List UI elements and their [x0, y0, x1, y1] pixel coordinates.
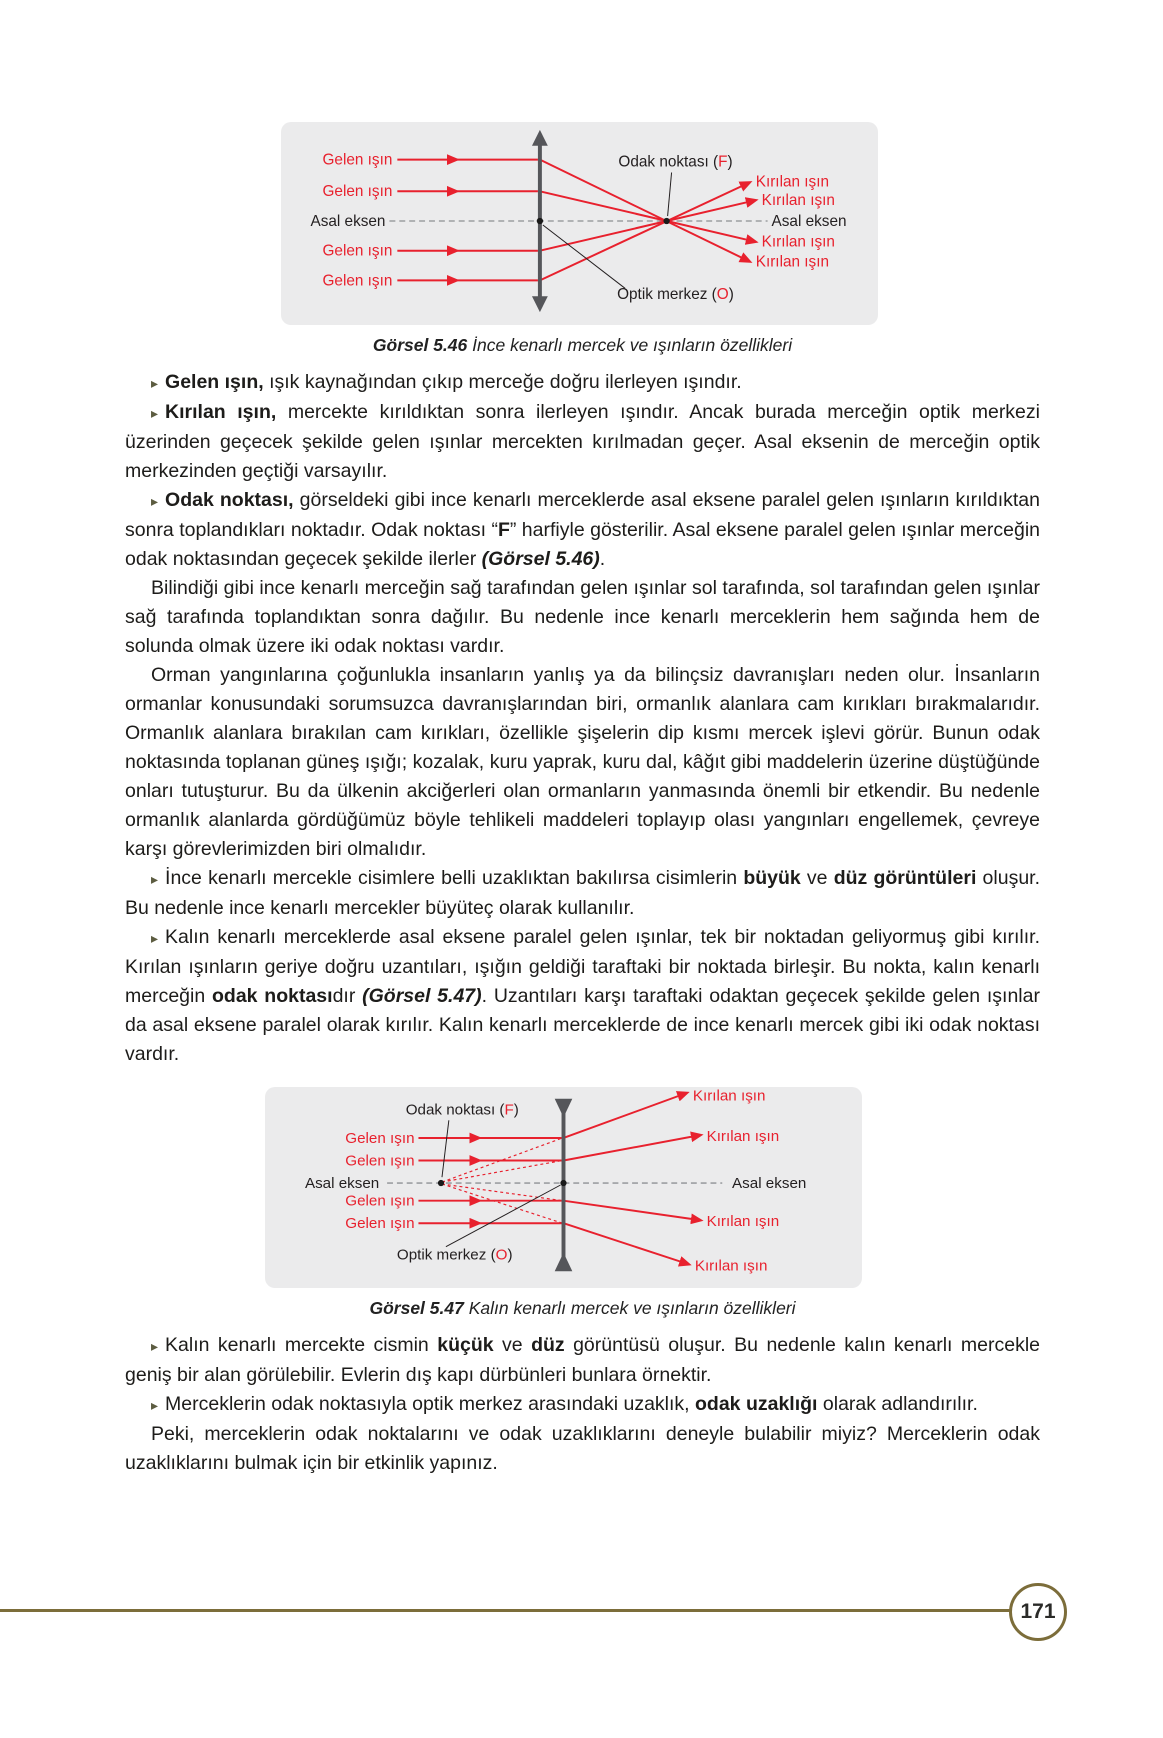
axis-label-right: Asal eksen — [771, 212, 847, 230]
incident-ray-label: Gelen ışın — [345, 1192, 415, 1210]
refracted-ray-label: Kırılan ışın — [761, 192, 835, 210]
paragraph-buyutec — [125, 864, 1040, 923]
bullet-triangle-icon: ▸ — [151, 405, 159, 421]
caption-figure-number: Görsel 5.46 — [372, 335, 468, 355]
optic-center-label: Optik merkez (O) — [617, 286, 734, 304]
axis-label-right: Asal eksen — [732, 1174, 807, 1192]
term-bold: odak noktası — [212, 985, 333, 1007]
refracted-ray-label: Kırılan ışın — [706, 1213, 780, 1231]
figure-reference: (Görsel 5.47) — [362, 985, 482, 1007]
incident-ray-label: Gelen ışın — [345, 1215, 415, 1233]
refracted-ray-label: Kırılan ışın — [755, 173, 829, 191]
body-text: Kalın kenarlı merceklerde asal eksene paralel gelen ışınlar, tek bir noktadan geliyormuş gibi kırılır. Kırılan ışınların geriye doğru uzantıları, ışığın geldiği taraftaki bir noktada birleşir. Bu nokta, kalın kenarlı merceğin — [125, 926, 1040, 1007]
body-text: ” harfiyle gösterilir. Asal eksene paralel gelen ışınlar merceğin odak noktasından geçecek şekilde ilerler — [125, 519, 1041, 570]
incident-ray-label: Gelen ışın — [322, 183, 393, 201]
body-text: görüntüsü oluşur. Bu nedenle kalın kenarlı mercekle geniş bir alan görülebilir. Evlerin dış kapı dürbünleri bunlara örnektir. — [125, 1334, 1040, 1386]
refracted-ray-label: Kırılan ışın — [694, 1257, 768, 1275]
figure-caption-5-47 — [125, 1298, 1040, 1319]
caption-text: İnce kenarlı mercek ve ışınların özellikleri — [467, 335, 793, 355]
focal-point-label: Odak noktası (F) — [405, 1101, 519, 1119]
body-text: ve — [800, 867, 834, 889]
bullet-triangle-icon: ▸ — [151, 871, 159, 887]
term-bold: Odak noktası, — [165, 489, 294, 511]
refracted-ray-label: Kırılan ışın — [692, 1087, 766, 1105]
body-text: Merceklerin odak noktasıyla optik merkez arasındaki uzaklık, — [165, 1393, 696, 1415]
figure-5-47 — [265, 1087, 862, 1288]
figure-reference: (Görsel 5.46) — [481, 548, 600, 570]
body-text: oluşur. Bu nedenle ince kenarlı mercekler büyüteç olarak kullanılır. — [125, 867, 1041, 919]
bullet-triangle-icon: ▸ — [151, 1397, 159, 1413]
page-content — [0, 122, 1163, 1478]
focal-label-pointer — [668, 172, 672, 216]
body-text: dır — [332, 985, 363, 1007]
caption-figure-number: Görsel 5.47 — [369, 1298, 464, 1318]
bullet-triangle-icon: ▸ — [151, 493, 159, 509]
optic-center-dot — [537, 218, 543, 224]
paragraph-kalin-kenarli — [125, 923, 1040, 1069]
focal-label-pointer — [442, 1120, 449, 1177]
body-text: . Uzantıları karşı taraftaki odaktan geçecek şekilde gelen ışınlar da asal eksene paralel olarak kırılır. Kalın kenarlı merceklerde de ince kenarlı mercek gibi iki odak noktası vardır. — [125, 985, 1040, 1065]
axis-label-left: Asal eksen — [310, 212, 386, 230]
body-text: İnce kenarlı mercekle cisimlere belli uzaklıktan bakılırsa cisimlerin — [165, 867, 744, 889]
body-text: mercekte kırıldıktan sonra ilerleyen ışındır. Ancak burada merceğin optik merkezi üzerinden geçecek şekilde gelen ışınlar mercekten kırılmadan geçer. Asal eksenin de merceğin optik merkezinden geçtiği varsayılır. — [125, 401, 1040, 482]
diverging-lens-diagram — [265, 1087, 862, 1283]
incident-ray-label: Gelen ışın — [345, 1152, 415, 1170]
incident-rays — [397, 160, 538, 281]
term-bold: düz — [531, 1334, 565, 1356]
body-text: ve — [493, 1334, 532, 1356]
incident-ray-label: Gelen ışın — [322, 242, 393, 260]
paragraph-odak-uzakligi — [125, 1390, 1040, 1420]
body-text: olarak adlandırılır. — [817, 1393, 978, 1415]
page-number-badge — [1009, 1583, 1067, 1641]
paragraph-etkinlik — [125, 1420, 1040, 1478]
bullet-triangle-icon: ▸ — [151, 1338, 159, 1354]
body-text: Kalın kenarlı mercekte cismin — [165, 1334, 438, 1356]
textbook-page — [0, 122, 1163, 1738]
term-bold: küçük — [437, 1334, 494, 1356]
bullet-triangle-icon: ▸ — [151, 930, 159, 946]
page-number: 171 — [1020, 1600, 1056, 1623]
converging-lens-diagram — [281, 122, 878, 320]
body-text: görseldeki gibi ince kenarlı merceklerde asal eksene paralel gelen ışınların kırıldıktan sonra toplandıkları noktadır. Odak noktası “ — [125, 489, 1040, 541]
term-bold: Kırılan ışın, — [165, 401, 277, 423]
incident-ray-label: Gelen ışın — [322, 272, 393, 290]
body-text: Bilindiği gibi ince kenarlı merceğin sağ tarafından gelen ışınlar sol tarafında, sol tarafından gelen ışınlar sağ tarafında toplandıktan sonra dağılır. Bu nedenle ince kenarlı merceklerin hem sağında hem de solunda olmak üzere iki odak noktası vardır. — [125, 577, 1040, 657]
axis-label-left: Asal eksen — [304, 1174, 380, 1192]
optic-center-label: Optik merkez (O) — [396, 1246, 513, 1264]
paragraph-gelen-isin — [125, 368, 1040, 398]
term-bold: odak uzaklığı — [695, 1393, 818, 1415]
focal-point-dot — [438, 1180, 444, 1186]
refracted-ray-label: Kırılan ışın — [761, 233, 835, 251]
refracted-rays — [540, 160, 756, 281]
term-bold: düz görüntüleri — [833, 867, 977, 889]
term-bold: Gelen ışın, — [165, 371, 264, 393]
incident-ray-label: Gelen ışın — [322, 151, 393, 169]
focal-point-label: Odak noktası (F) — [618, 153, 733, 171]
ray-extensions-dashed — [442, 1138, 563, 1223]
term-bold: F — [497, 519, 510, 541]
refracted-rays — [564, 1093, 701, 1265]
body-text: . — [599, 548, 606, 570]
paragraph-iki-odak — [125, 574, 1040, 661]
paragraph-orman-yanginlari — [125, 661, 1040, 864]
refracted-ray-label: Kırılan ışın — [706, 1127, 780, 1145]
optic-center-pointer — [446, 1185, 561, 1247]
footer-rule — [0, 1609, 1012, 1612]
term-bold: büyük — [743, 867, 801, 889]
paragraph-kucuk-duz — [125, 1331, 1040, 1390]
incident-ray-label: Gelen ışın — [345, 1129, 415, 1147]
body-text: Orman yangınlarına çoğunlukla insanların yanlış ya da bilinçsiz davranışları neden olur. İnsanların ormanlar konusundaki sorumsuzca davranışlarından biri, ormanlık alanlara cam kırıkları bırakmalarıdır. Ormanlık alanlara bırakılan cam kırıkları, özellikle şişelerin dip kısmı mercek işlevi görür. Bunun odak noktasında toplanan güneş ışığı; kozalak, kuru yaprak, kuru dal, kâğıt gibi maddelerin üzerine düştüğünde onları tutuşturur. Bu da ülkenin akciğerleri olan ormanların yanmasında önemli bir etkendir. Bu nedenle ormanlık alanlarda gördüğümüz böyle tehlikeli maddeleri toplayıp olası yangınları engellemek, çevreye karşı görevlerimizden biri olmalıdır. — [125, 664, 1040, 860]
optic-center-dot — [560, 1180, 566, 1186]
paragraph-kirilan-isin — [125, 398, 1040, 486]
focal-point-dot — [663, 218, 669, 224]
paragraph-odak-noktasi — [125, 486, 1040, 574]
body-text: Peki, merceklerin odak noktalarını ve odak uzaklıklarını deneyle bulabilir miyiz? Merceklerin odak uzaklıklarını bulmak için bir etkinlik yapınız. — [125, 1423, 1040, 1474]
refracted-ray-label: Kırılan ışın — [755, 253, 829, 271]
caption-text: Kalın kenarlı mercek ve ışınların özellikleri — [463, 1298, 796, 1318]
figure-caption-5-46 — [125, 335, 1040, 356]
body-text: ışık kaynağından çıkıp merceğe doğru ilerleyen ışındır. — [263, 371, 742, 393]
figure-5-46 — [281, 122, 878, 325]
bullet-triangle-icon: ▸ — [151, 375, 159, 391]
